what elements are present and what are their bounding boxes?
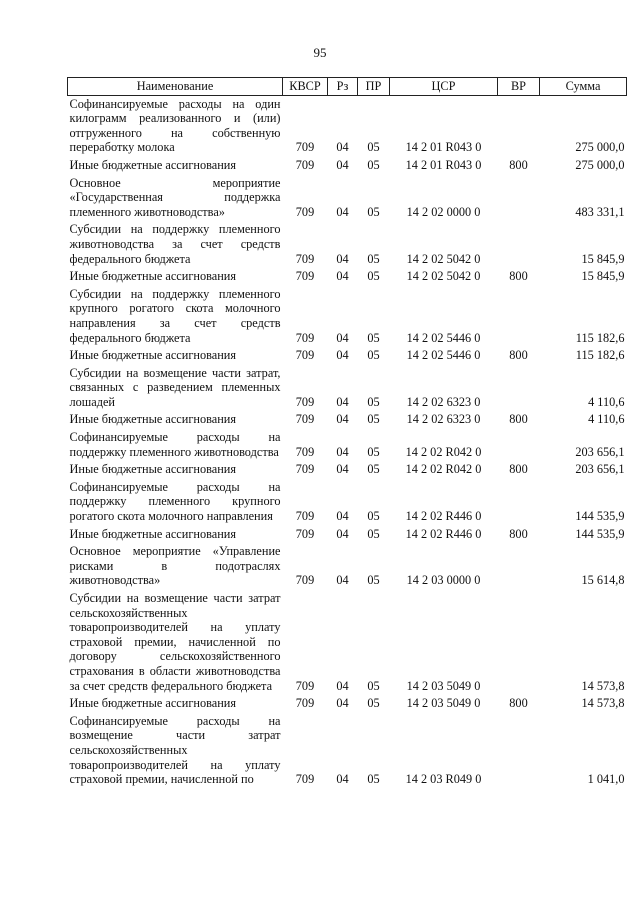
cell-kvsr: 709 (295, 696, 315, 711)
cell-name: Софинансируемые расходы на поддержку племенного животноводства (69, 430, 281, 459)
cell-rz: 04 (336, 204, 349, 219)
cell-csr: 14 2 01 R043 0 (405, 157, 482, 172)
cell-sum: 15 614,8 (581, 573, 625, 588)
cell-kvsr: 709 (295, 526, 315, 541)
cell-rz: 04 (336, 509, 349, 524)
cell-rz: 04 (336, 330, 349, 345)
cell-kvsr: 709 (295, 330, 315, 345)
cell-name: Софинансируемые расходы на возмещение части затрат сельскохозяйственных товаропроизводителей на уплату страховой премии, начисленной по (69, 713, 281, 787)
cell-rz: 04 (336, 412, 349, 427)
cell-csr: 14 2 02 5446 0 (406, 348, 481, 363)
cell-vr (498, 221, 540, 268)
cell-vr: 800 (509, 269, 528, 284)
table-row (68, 347, 627, 365)
cell-vr (498, 479, 540, 526)
cell-vr: 800 (509, 526, 528, 541)
cell-name: Иные бюджетные ассигнования (69, 157, 237, 172)
cell-rz: 04 (336, 140, 349, 155)
cell-name: Иные бюджетные ассигнования (69, 269, 237, 284)
cell-csr: 14 2 02 5042 0 (406, 251, 481, 266)
budget-table (67, 77, 627, 789)
cell-kvsr: 709 (295, 140, 315, 155)
cell-rz: 04 (336, 696, 349, 711)
cell-csr: 14 2 02 R042 0 (405, 462, 482, 477)
cell-kvsr: 709 (295, 462, 315, 477)
cell-rz: 04 (336, 394, 349, 409)
cell-pr: 05 (367, 696, 380, 711)
cell-pr: 05 (367, 394, 380, 409)
cell-vr (498, 365, 540, 412)
cell-csr: 14 2 02 R446 0 (405, 509, 482, 524)
table-row (68, 713, 627, 789)
cell-vr (498, 175, 540, 222)
cell-sum: 275 000,0 (575, 157, 625, 172)
cell-pr: 05 (367, 462, 380, 477)
cell-pr: 05 (367, 251, 380, 266)
table-row (68, 526, 627, 544)
header-pr: ПР (358, 78, 390, 96)
cell-kvsr: 709 (295, 394, 315, 409)
cell-pr: 05 (367, 204, 380, 219)
cell-rz: 04 (336, 157, 349, 172)
cell-vr (498, 590, 540, 695)
cell-csr: 14 2 02 R042 0 (405, 444, 482, 459)
cell-pr: 05 (367, 140, 380, 155)
cell-name: Иные бюджетные ассигнования (69, 348, 237, 363)
cell-sum: 144 535,9 (575, 509, 625, 524)
cell-pr: 05 (367, 573, 380, 588)
cell-name: Иные бюджетные ассигнования (69, 696, 237, 711)
cell-csr: 14 2 02 5042 0 (406, 269, 481, 284)
table-row (68, 543, 627, 590)
cell-kvsr: 709 (295, 772, 315, 787)
cell-csr: 14 2 02 0000 0 (406, 204, 481, 219)
table-row (68, 365, 627, 412)
cell-sum: 15 845,9 (581, 269, 625, 284)
table-row (68, 479, 627, 526)
cell-name: Софинансируемые расходы на один килограмм реализованного и (или) отгруженного на собственную переработку молока (69, 96, 281, 155)
cell-csr: 14 2 02 5446 0 (406, 330, 481, 345)
table-row (68, 268, 627, 286)
cell-vr (498, 543, 540, 590)
cell-name: Софинансируемые расходы на поддержку племенного крупного рогатого скота молочного направления (69, 479, 281, 524)
cell-vr (498, 713, 540, 789)
cell-rz: 04 (336, 526, 349, 541)
table-row (68, 411, 627, 429)
table-body (68, 95, 627, 789)
cell-vr: 800 (509, 157, 528, 172)
cell-kvsr: 709 (295, 157, 315, 172)
cell-sum: 14 573,8 (581, 696, 625, 711)
cell-name: Основное мероприятие «Государственная поддержка племенного животноводства» (69, 175, 281, 219)
cell-pr: 05 (367, 526, 380, 541)
table-header-row (68, 78, 627, 96)
table-row (68, 695, 627, 713)
cell-rz: 04 (336, 462, 349, 477)
cell-pr: 05 (367, 412, 380, 427)
cell-kvsr: 709 (295, 573, 315, 588)
cell-rz: 04 (336, 573, 349, 588)
cell-rz: 04 (336, 269, 349, 284)
cell-vr: 800 (509, 348, 528, 363)
header-sum: Сумма (540, 78, 627, 96)
table-row (68, 157, 627, 175)
cell-kvsr: 709 (295, 251, 315, 266)
cell-kvsr: 709 (295, 204, 315, 219)
table-row (68, 95, 627, 157)
cell-sum: 144 535,9 (575, 526, 625, 541)
cell-vr: 800 (509, 462, 528, 477)
cell-sum: 115 182,6 (575, 330, 625, 345)
cell-sum: 203 656,1 (575, 462, 625, 477)
cell-csr: 14 2 03 0000 0 (406, 573, 481, 588)
cell-sum: 4 110,6 (588, 412, 625, 427)
cell-csr: 14 2 03 5049 0 (406, 678, 481, 693)
cell-name: Субсидии на возмещение части затрат сельскохозяйственных товаропроизводителей на уплату страховой премии, начисленной по договору сельскохозяйственного страхования в области животноводства за счет средств федерального бюджета (69, 591, 281, 693)
cell-kvsr: 709 (295, 269, 315, 284)
table-row (68, 286, 627, 347)
cell-pr: 05 (367, 678, 380, 693)
cell-pr: 05 (367, 772, 380, 787)
header-csr: ЦСР (390, 78, 498, 96)
cell-kvsr: 709 (295, 444, 315, 459)
cell-kvsr: 709 (295, 348, 315, 363)
cell-rz: 04 (336, 348, 349, 363)
cell-kvsr: 709 (295, 412, 315, 427)
cell-sum: 14 573,8 (581, 678, 625, 693)
cell-csr: 14 2 02 R446 0 (405, 526, 482, 541)
cell-vr: 800 (509, 412, 528, 427)
cell-rz: 04 (336, 678, 349, 693)
cell-rz: 04 (336, 251, 349, 266)
cell-csr: 14 2 03 R049 0 (405, 772, 482, 787)
cell-pr: 05 (367, 509, 380, 524)
cell-sum: 203 656,1 (575, 444, 625, 459)
cell-rz: 04 (336, 772, 349, 787)
cell-csr: 14 2 03 5049 0 (406, 696, 481, 711)
cell-sum: 483 331,1 (575, 204, 625, 219)
cell-pr: 05 (367, 269, 380, 284)
cell-vr (498, 429, 540, 461)
cell-kvsr: 709 (295, 509, 315, 524)
cell-name: Иные бюджетные ассигнования (69, 412, 237, 427)
cell-name: Субсидии на поддержку племенного животноводства за счет средств федерального бюджета (69, 222, 281, 266)
cell-sum: 1 041,0 (587, 772, 625, 787)
header-name: Наименование (68, 78, 283, 96)
table-row (68, 221, 627, 268)
cell-name: Субсидии на возмещение части затрат, связанных с разведением племенных лошадей (69, 365, 281, 409)
cell-vr: 800 (509, 696, 528, 711)
cell-pr: 05 (367, 444, 380, 459)
cell-name: Иные бюджетные ассигнования (69, 526, 237, 541)
cell-name: Основное мероприятие «Управление рисками в подотраслях животноводства» (69, 544, 281, 588)
header-kvsr: КВСР (283, 78, 328, 96)
cell-pr: 05 (367, 348, 380, 363)
page-number: 95 (313, 45, 327, 60)
cell-pr: 05 (367, 157, 380, 172)
cell-csr: 14 2 02 6323 0 (406, 394, 481, 409)
table-row (68, 175, 627, 222)
header-rz: Рз (328, 78, 358, 96)
cell-sum: 4 110,6 (588, 394, 625, 409)
cell-vr (498, 286, 540, 347)
cell-sum: 115 182,6 (575, 348, 625, 363)
cell-rz: 04 (336, 444, 349, 459)
cell-csr: 14 2 02 6323 0 (406, 412, 481, 427)
cell-sum: 275 000,0 (575, 140, 625, 155)
header-vr: ВР (498, 78, 540, 96)
cell-vr (498, 95, 540, 157)
cell-sum: 15 845,9 (581, 251, 625, 266)
table-row (68, 590, 627, 695)
table-row (68, 429, 627, 461)
cell-name: Иные бюджетные ассигнования (69, 462, 237, 477)
table-row (68, 461, 627, 479)
cell-csr: 14 2 01 R043 0 (405, 140, 482, 155)
cell-name: Субсидии на поддержку племенного крупного рогатого скота молочного направления за счет средств федерального бюджета (69, 286, 281, 345)
cell-pr: 05 (367, 330, 380, 345)
cell-kvsr: 709 (295, 678, 315, 693)
